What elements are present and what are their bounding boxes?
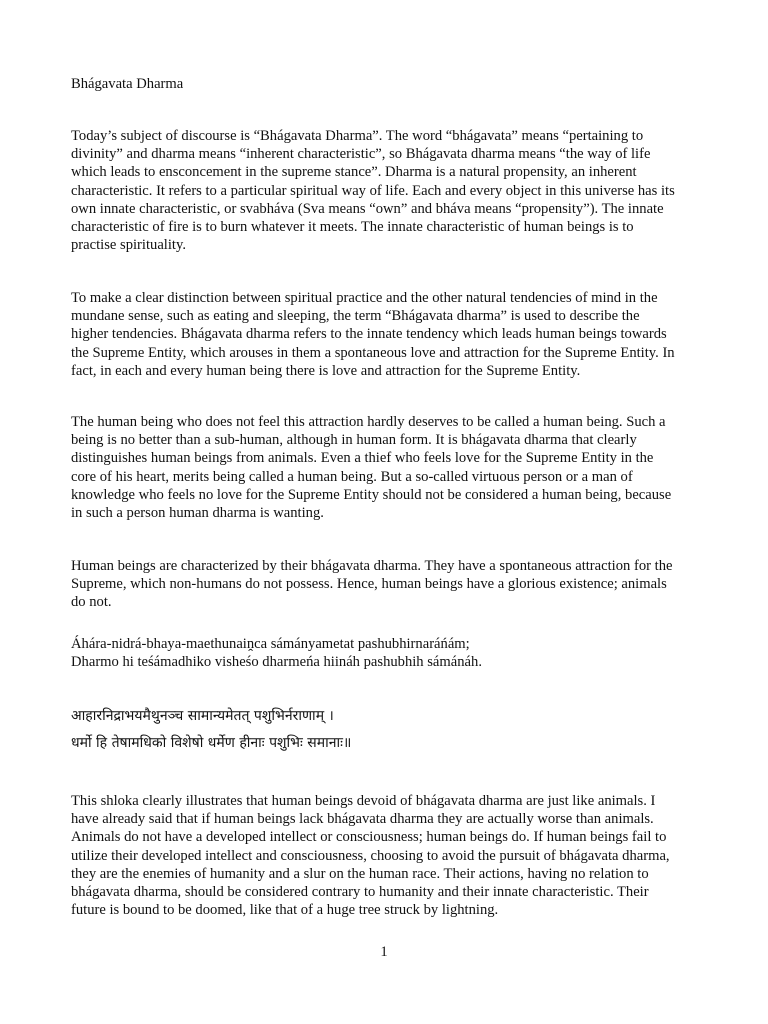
text-line: characteristic of fire is to burn whatever it meets. The innate characteristic of human beings is to [71, 219, 634, 236]
text-line: they are the enemies of humanity and a slur on the human race. Their actions, having no relation to [71, 865, 649, 882]
page-number: 1 [380, 944, 388, 960]
text-line: being is no better than a sub-human, although in human form. It is bhágavata dharma that clearly [71, 432, 637, 449]
text-line: characteristic. It refers to a particular spiritual way of life. Each and every object in this universe has its [71, 182, 675, 199]
text-line: bhágavata dharma, should be considered contrary to humanity and their innate characteristic. Their [71, 884, 649, 901]
shloka-devanagari [71, 703, 711, 757]
text-line: This shloka clearly illustrates that human beings devoid of bhágavata dharma are just like animals. I [71, 793, 656, 809]
text-line: Animals do not have a developed intellect or consciousness; human beings do. If human beings fail to [71, 829, 667, 846]
text-line: divinity” and dharma means “inherent characteristic”, so Bhágavata dharma means “the way of life [71, 146, 651, 163]
text-line: core of his heart, merits being called a human being. But a so-called virtuous person or a man of [71, 468, 633, 485]
text-line: Áhára-nidrá-bhaya-maethunaiṋca sámányametat pashubhirnaráńám; [71, 636, 470, 652]
shloka-transliteration [71, 635, 711, 671]
paragraph-3 [71, 413, 711, 522]
text-line: practise spirituality. [71, 237, 186, 254]
text-line: own innate characteristic, or svabháva (Sva means “own” and bháva means “propensity”). The innate [71, 200, 664, 217]
text-line: the Supreme Entity, which arouses in them a spontaneous love and attraction for the Supreme Entity. In [71, 344, 675, 361]
text-line: do not. [71, 594, 112, 611]
document-title: Bhágavata Dharma [71, 76, 184, 92]
text-line: future is bound to be doomed, like that of a huge tree struck by lightning. [71, 902, 499, 919]
text-line: The human being who does not feel this attraction hardly deserves to be called a human being. Such a [71, 414, 666, 430]
text-line: Today’s subject of discourse is “Bhágavata Dharma”. The word “bhágavata” means “pertaining to [71, 128, 644, 144]
text-line: धर्मो हि तेषामधिको विशेषो धर्मेण हीनाः पशुभिः समानाः॥ [71, 735, 352, 751]
text-line: आहारनिद्राभयमैथुनञ्च सामान्यमेतत् पशुभिर्नराणाम् । [71, 708, 334, 724]
text-line: Supreme, which non-humans do not possess. Hence, human beings have a glorious existence; animals [71, 576, 667, 593]
text-line: mundane sense, such as eating and sleeping, the term “Bhágavata dharma” is used to describe the [71, 308, 640, 325]
text-line: To make a clear distinction between spiritual practice and the other natural tendencies of mind in the [71, 290, 658, 306]
text-line: in such a person human dharma is wanting. [71, 505, 324, 522]
text-line: have already said that if human beings lack bhágavata dharma they are actually worse than animals. [71, 811, 654, 828]
paragraph-1 [71, 127, 711, 254]
paragraph-2 [71, 289, 711, 380]
text-line: Human beings are characterized by their bhágavata dharma. They have a spontaneous attraction for the [71, 558, 673, 574]
text-line: which leads to ensconcement in the supreme stance”. Dharma is a natural propensity, an inherent [71, 164, 637, 181]
text-line: higher tendencies. Bhágavata dharma refers to the innate tendency which leads human beings towards [71, 326, 667, 343]
paragraph-4 [71, 557, 711, 612]
text-line: Dharmo hi teśámadhiko visheśo dharmeńa hiináh pashubhih sámánáh. [71, 654, 482, 671]
paragraph-5 [71, 792, 711, 919]
text-line: knowledge who feels no love for the Supreme Entity should not be considered a human being, because [71, 486, 672, 503]
text-line: utilize their developed intellect and consciousness, choosing to avoid the pursuit of bhágavata dharma, [71, 847, 670, 864]
text-line: distinguishes human beings from animals. Even a thief who feels love for the Supreme Entity in the [71, 450, 654, 467]
text-line: fact, in each and every human being there is love and attraction for the Supreme Entity. [71, 362, 581, 379]
